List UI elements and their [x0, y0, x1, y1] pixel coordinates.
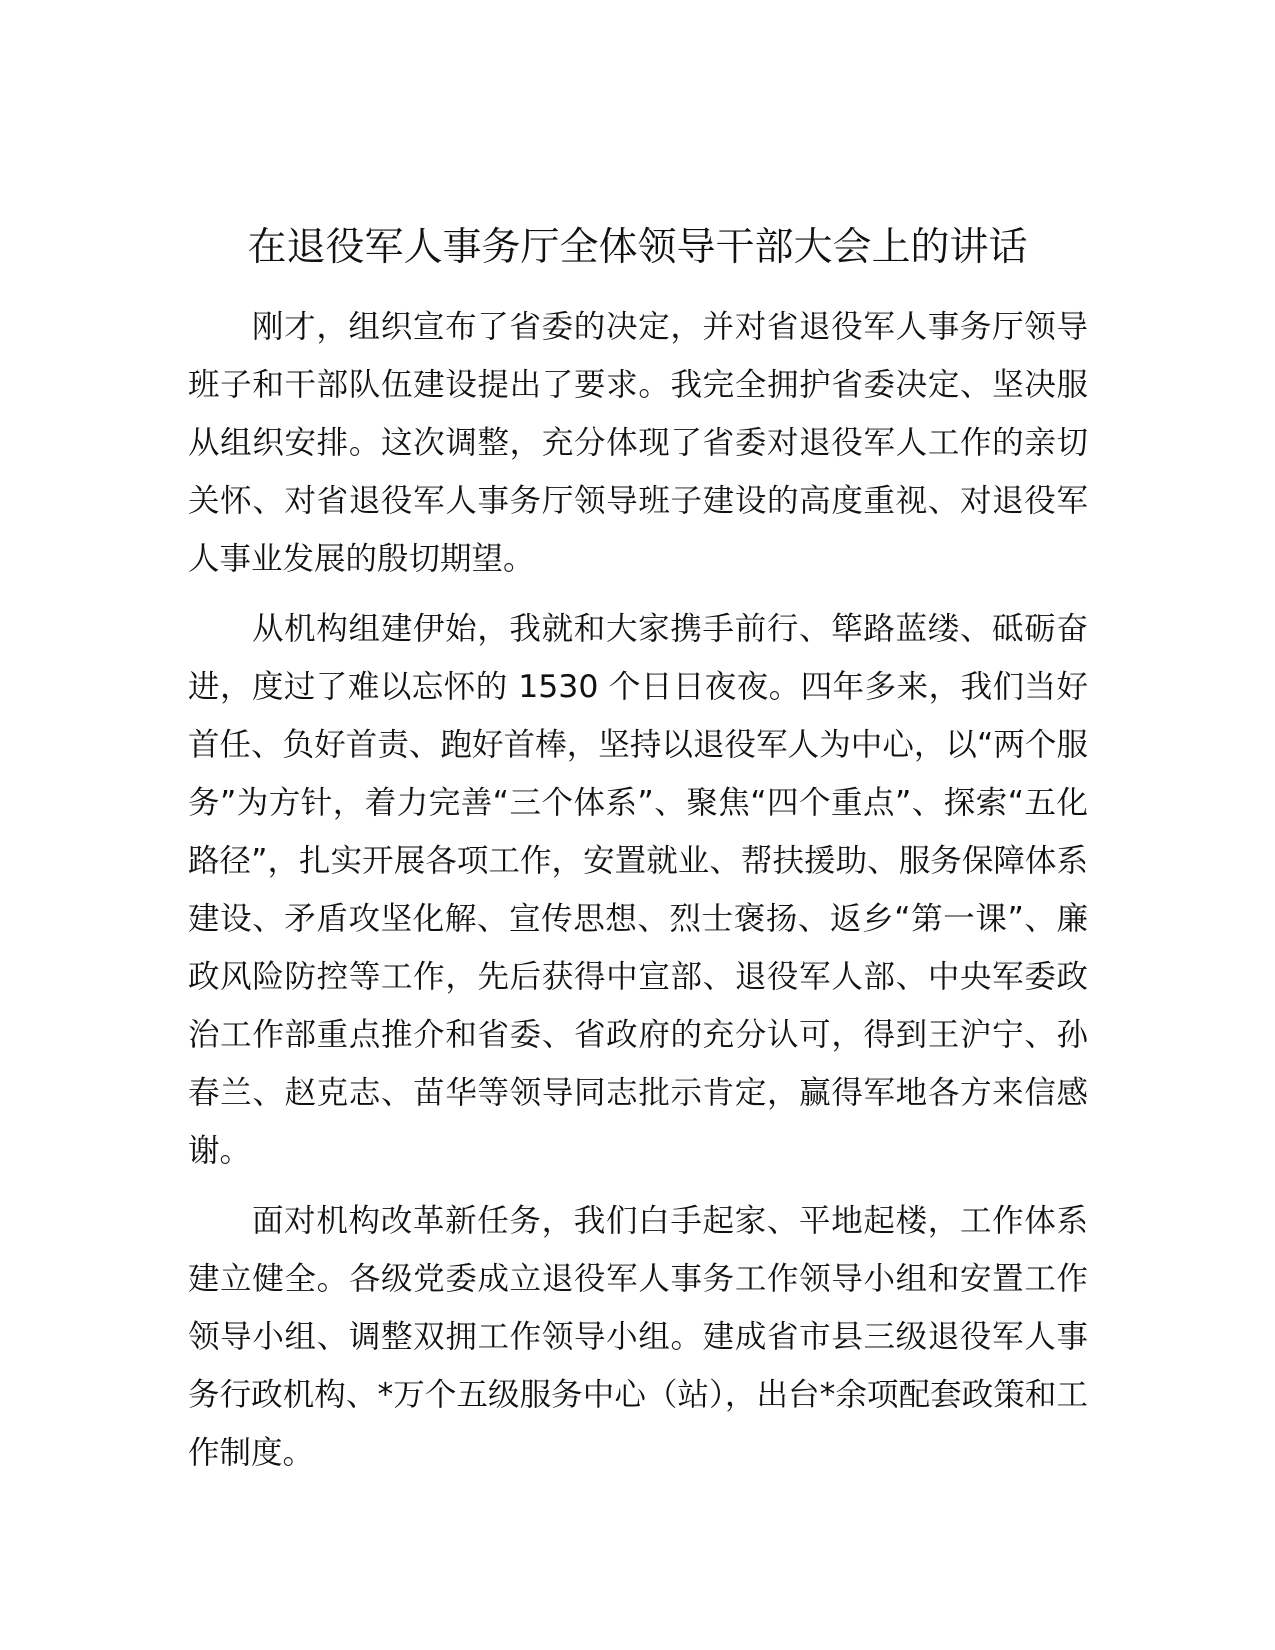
paragraph-1: 刚才，组织宣布了省委的决定，并对省退役军人事务厅领导班子和干部队伍建设提出了要求。我完全拥护省委决定、坚决服从组织安排。这次调整，充分体现了省委对退役军人工作的亲切关怀、对省退役军人事务厅领导班子建设的高度重视、对退役军人事业发展的殷切期望。	[188, 309, 1088, 577]
document-title: 在退役军人事务厅全体领导干部大会上的讲话	[247, 225, 1028, 270]
document-body	[188, 298, 1088, 1494]
paragraph-3: 面对机构改革新任务，我们白手起家、平地起楼，工作体系建立健全。各级党委成立退役军人事务工作领导小组和安置工作领导小组、调整双拥工作领导小组。建成省市县三级退役军人事务行政机构、*万个五级服务中心（站），出台*余项配套政策和工作制度。	[188, 1203, 1088, 1471]
paragraph-2: 从机构组建伊始，我就和大家携手前行、筚路蓝缕、砥砺奋进，度过了难以忘怀的 1530 个日日夜夜。四年多来，我们当好首任、负好首责、跑好首棒，坚持以退役军人为中心，以“两个服务”为方针，着力完善“三个体系”、聚焦“四个重点”、探索“五化路径”，扎实开展各项工作，安置就业、帮扶援助、服务保障体系建设、矛盾攻坚化解、宣传思想、烈士褒扬、返乡“第一课”、廉政风险防控等工作，先后获得中宣部、退役军人部、中央军委政治工作部重点推介和省委、省政府的充分认可，得到王沪宁、孙春兰、赵克志、苗华等领导同志批示肯定，赢得军地各方来信感谢。	[188, 611, 1088, 1169]
